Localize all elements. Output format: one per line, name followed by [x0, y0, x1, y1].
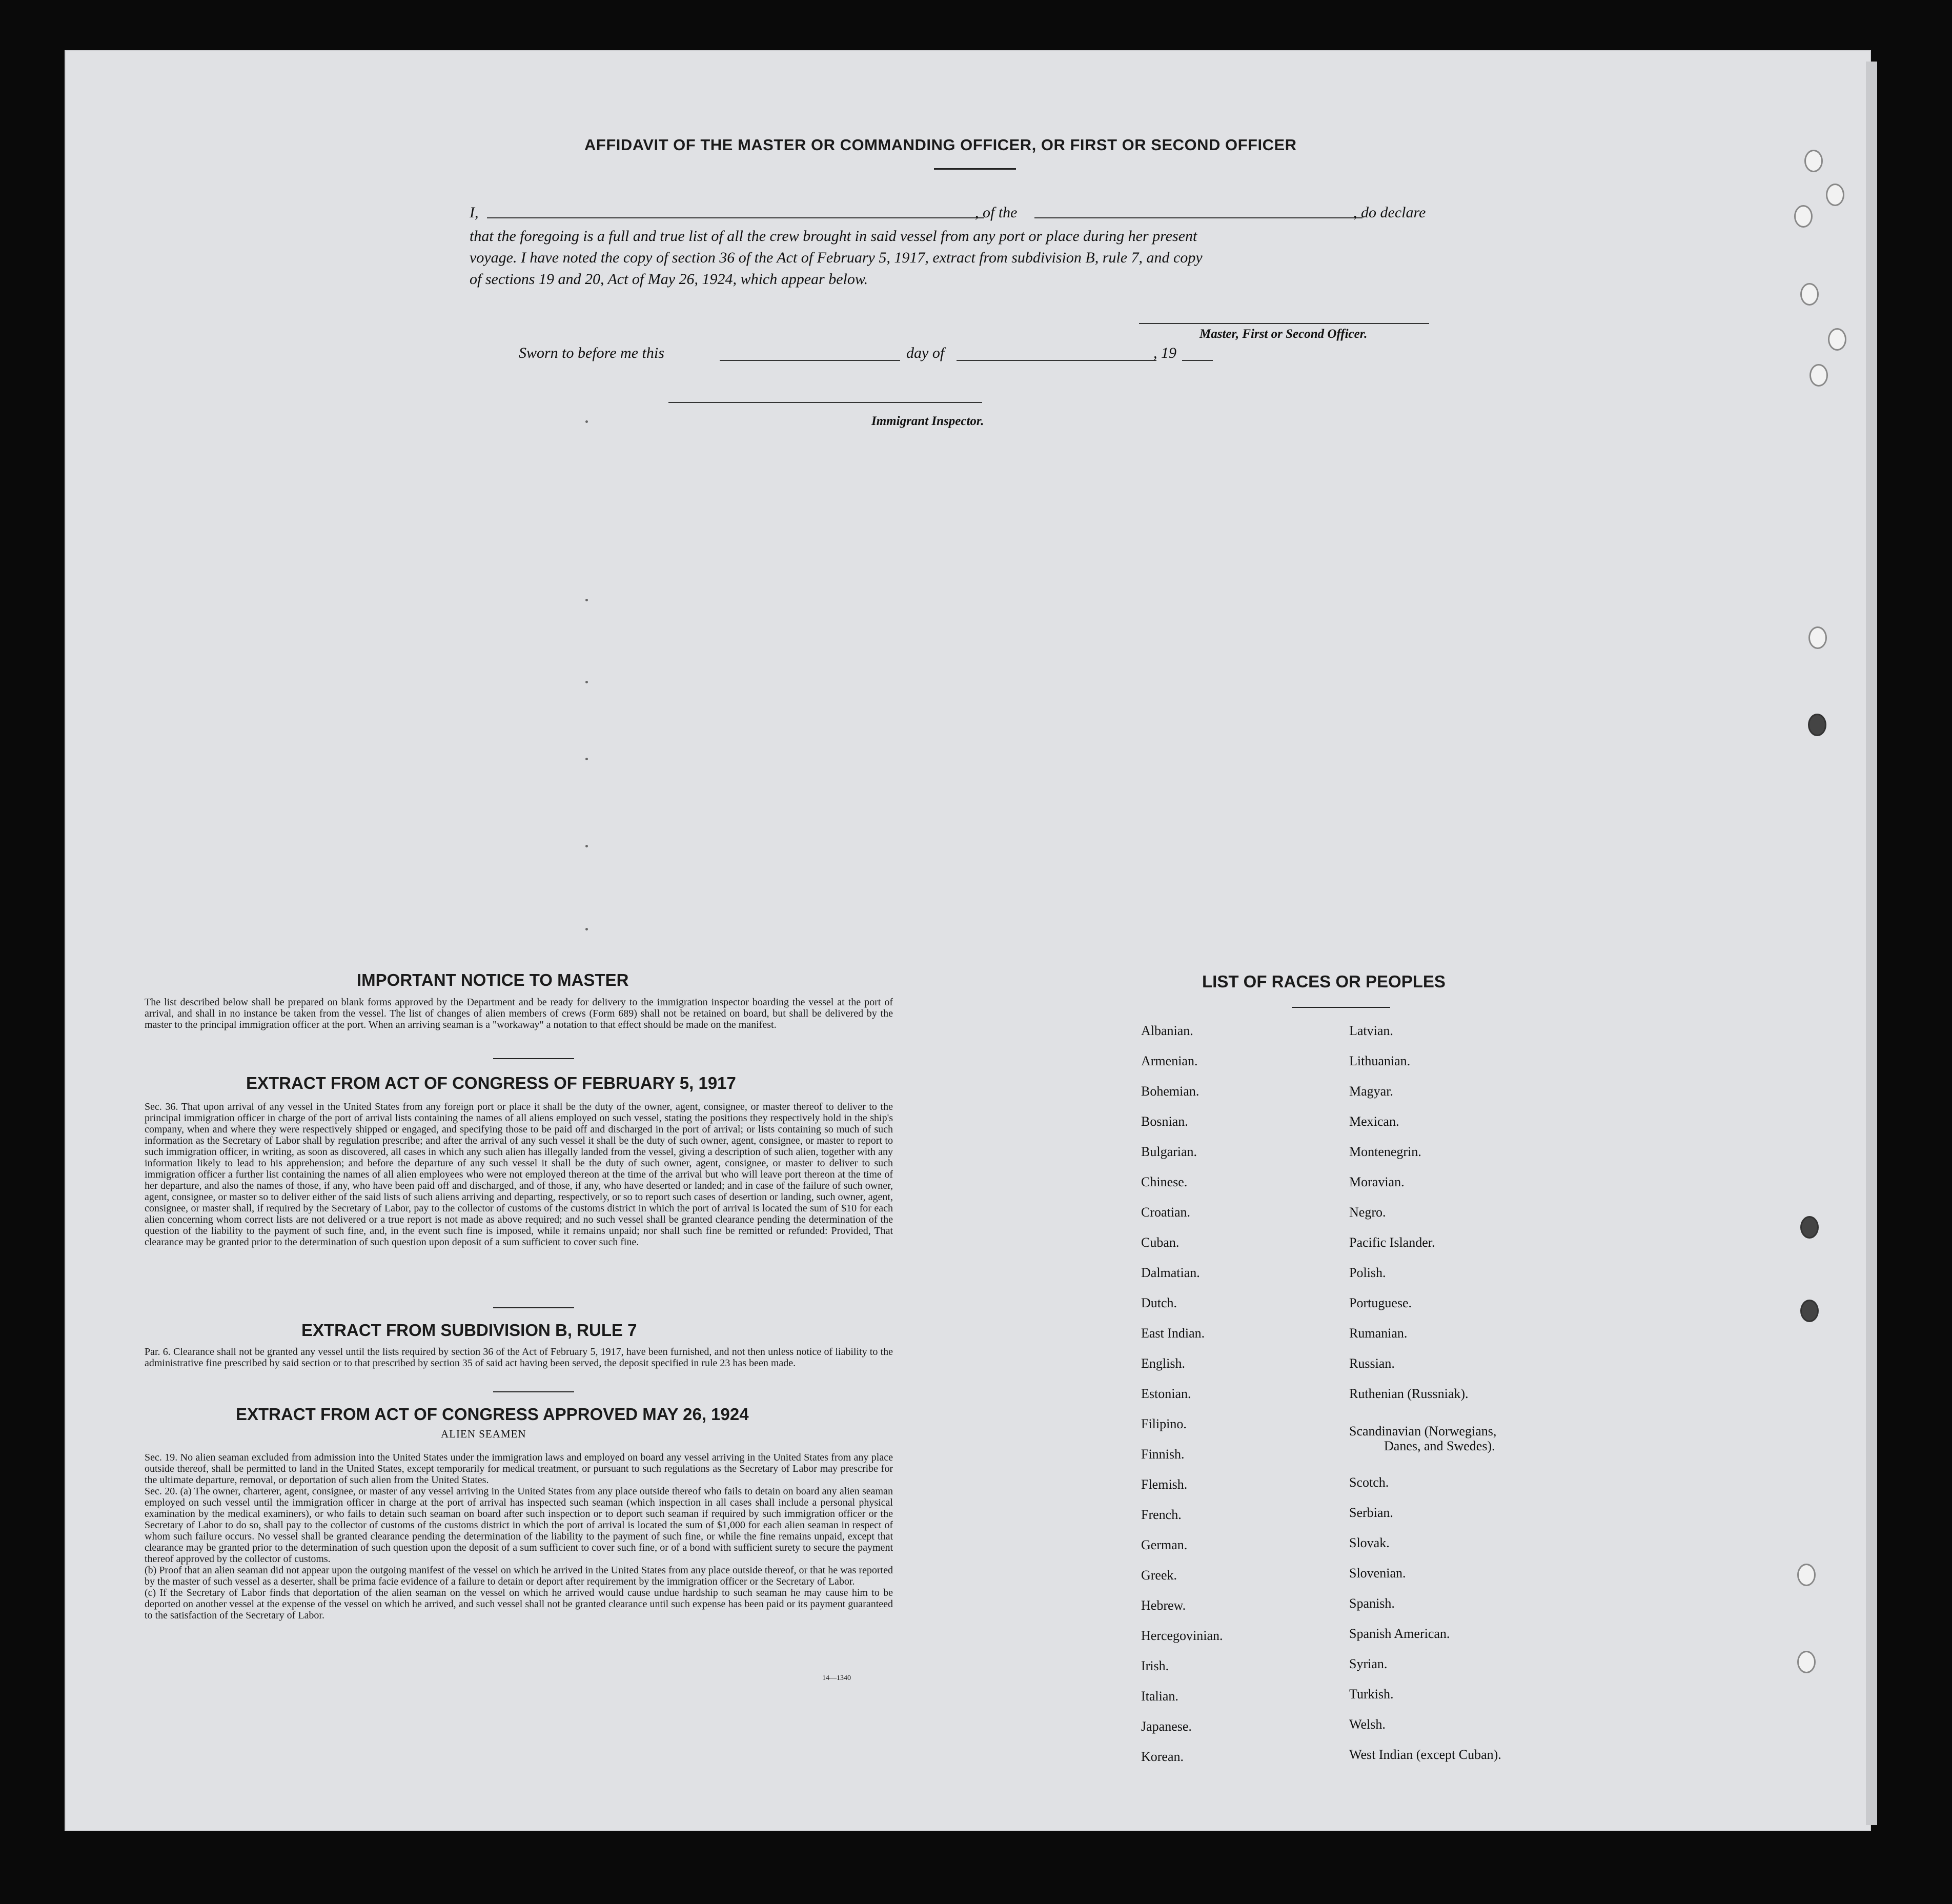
race-col1: Irish. — [1141, 1658, 1169, 1673]
race-col1: Chinese. — [1141, 1174, 1188, 1189]
race-col1: Flemish. — [1141, 1477, 1188, 1492]
master-signature-line[interactable] — [1139, 323, 1429, 324]
dot — [585, 845, 588, 847]
punch-hole — [1804, 150, 1823, 172]
race-col1: Japanese. — [1141, 1719, 1192, 1734]
extract-1924-title: EXTRACT FROM ACT OF CONGRESS APPROVED MAY 26, 1924 — [236, 1405, 749, 1424]
race-col1: Korean. — [1141, 1749, 1184, 1764]
race-col2: Danes, and Swedes). — [1384, 1439, 1495, 1453]
extract-1924-body — [145, 1452, 893, 1621]
races-title: LIST OF RACES OR PEOPLES — [1202, 972, 1446, 991]
race-col2: Slovenian. — [1349, 1566, 1406, 1581]
punch-hole — [1800, 1216, 1819, 1239]
sheet-edge — [1866, 62, 1877, 1825]
inspector-signature-label: Immigrant Inspector. — [871, 414, 984, 428]
race-col1: Estonian. — [1141, 1386, 1191, 1401]
race-col1: Bosnian. — [1141, 1114, 1188, 1129]
race-col1: Hercegovinian. — [1141, 1628, 1223, 1643]
affidavit-title: AFFIDAVIT OF THE MASTER OR COMMANDING OFFICER, OR FIRST OR SECOND OFFICER — [584, 136, 1297, 154]
rule7-body: Par. 6. Clearance shall not be granted any vessel until the lists required by section 36 of the Act of February 5, 1917, have been furnished, and not then unless notice of liability to the administrative fine prescribed by said section or to that prescribed by section 35 of said act having been served, the deposit specified in rule 23 has been made. — [145, 1346, 893, 1369]
race-col2: Ruthenian (Russniak). — [1349, 1386, 1469, 1401]
punch-hole — [1826, 184, 1844, 206]
affidavit-do-declare: , do declare — [1353, 204, 1426, 221]
year-label: , 19 — [1153, 345, 1176, 361]
inspector-signature-line[interactable] — [668, 402, 982, 403]
race-col2: Slovak. — [1349, 1535, 1390, 1550]
race-col2: Scotch. — [1349, 1475, 1389, 1490]
race-col2: Spanish. — [1349, 1596, 1395, 1611]
sec-20c: (c) If the Secretary of Labor finds that deportation of the alien seaman on the vessel on which he arrived would cause undue hardship to such seaman he may cause him to be deported on another vessel at the expense of the vessel on which he arrived, and such vessel shall not be granted clearance until such expense has been paid or its payment guaranteed to the satisfaction of the Secretary of Labor. — [145, 1587, 893, 1621]
form-number: 14—1340 — [822, 1674, 851, 1682]
race-col1: Dalmatian. — [1141, 1265, 1200, 1280]
punch-hole — [1794, 205, 1813, 228]
punch-hole — [1828, 328, 1846, 351]
affidavit-body — [470, 226, 1464, 290]
master-signature-label: Master, First or Second Officer. — [1199, 327, 1368, 341]
race-col1: Cuban. — [1141, 1235, 1180, 1250]
day-of-label: day of — [906, 345, 945, 361]
races-rule — [1292, 1007, 1390, 1008]
affidavit-line-4: of sections 19 and 20, Act of May 26, 1924, which appear below. — [470, 271, 868, 288]
race-col2: Moravian. — [1349, 1174, 1405, 1189]
dot — [585, 758, 588, 760]
punch-hole — [1808, 626, 1827, 649]
race-col2: Polish. — [1349, 1265, 1386, 1280]
extract-1917-body: Sec. 36. That upon arrival of any vessel in the United States from any foreign port or place it shall be the duty of the owner, agent, consignee, or master thereof to deliver to the principal immigration officer in charge of the port of arrival lists containing the names of all aliens employed on such vessel, stating the positions they respectively hold in the ship's company, when and where they were respectively shipped or engaged, and specifying those to be paid off and discharged in the port of arrival; or lists containing so much of such information as the Secretary of Labor shall by regulation prescribe; and after the arrival of any such vessel it shall be the duty of such owner, agent, consignee, or master to report to such immigration officer, in writing, as soon as discovered, all cases in which any such alien has illegally landed from the vessel, giving a description of such alien, together with any information likely to lead to his apprehension; and before the departure of any such vessel it shall be the duty of such owner, agent, consignee, or master to deliver to such immigration officer a further list containing the names of all alien employees who were not employed thereon at the time of the arrival but who will leave port thereon at the time of her departure, and also the names of those, if any, who have been paid off and discharged, and of those, if any, who have deserted or landed; and in case of the failure of such owner, agent, consignee, or master so to deliver either of the said lists of such aliens arriving and departing, respectively, or so to report such cases of desertion or landing, such owner, agent, consignee, or master shall, if required by the Secretary of Labor, pay to the collector of customs of the customs district in which the port of arrival is located the sum of $10 for each alien concerning whom correct lists are not delivered or a true report is not made as above required; and no such vessel shall be granted clearance pending the determination of the question of the liability to the payment of such fine, and, in the event such fine is imposed, while it remains unpaid; nor shall such fine be remitted or refunded: Provided, That clearance may be granted prior to the determination of such question upon deposit of a sum sufficient to cover such fine. — [145, 1101, 893, 1248]
punch-hole — [1797, 1651, 1816, 1673]
race-col1: Finnish. — [1141, 1447, 1185, 1462]
dot — [585, 420, 588, 423]
punch-hole — [1800, 1300, 1819, 1322]
race-col1: French. — [1141, 1507, 1182, 1522]
race-col2: Scandinavian (Norwegians, — [1349, 1424, 1497, 1439]
year-blank[interactable] — [1182, 360, 1213, 361]
race-col1: German. — [1141, 1537, 1188, 1552]
race-col2: Rumanian. — [1349, 1326, 1408, 1341]
race-col1: English. — [1141, 1356, 1185, 1371]
race-col1: Italian. — [1141, 1689, 1178, 1704]
sec-20b: (b) Proof that an alien seaman did not appear upon the outgoing manifest of the vessel on which he arrived in the United States from any place outside thereof, or that he was reported by the master of such vessel as a deserter, shall be prima facie evidence of a failure to detain or deport after requirement by the immigration officer or the Secretary of Labor. — [145, 1565, 893, 1587]
rule7-title: EXTRACT FROM SUBDIVISION B, RULE 7 — [301, 1321, 637, 1340]
title-rule — [934, 168, 1016, 170]
race-col2: Montenegrin. — [1349, 1144, 1421, 1159]
affidavit-line-3: voyage. I have noted the copy of section 36 of the Act of February 5, 1917, extract from subdivision B, rule 7, and copy — [470, 249, 1203, 266]
punch-hole — [1797, 1564, 1816, 1586]
affidavit-i: I, — [470, 204, 479, 221]
dot — [585, 599, 588, 601]
race-col2: West Indian (except Cuban). — [1349, 1747, 1501, 1762]
name-blank[interactable] — [487, 217, 984, 218]
section-rule — [493, 1391, 574, 1392]
race-col2: Magyar. — [1349, 1084, 1393, 1099]
punch-hole — [1800, 283, 1819, 306]
race-col2: Latvian. — [1349, 1023, 1393, 1038]
race-col2: Turkish. — [1349, 1687, 1394, 1702]
race-col2: Pacific Islander. — [1349, 1235, 1435, 1250]
section-rule — [493, 1307, 574, 1308]
affidavit-of-the: , of the — [975, 204, 1018, 221]
section-rule — [493, 1058, 574, 1059]
race-col1: East Indian. — [1141, 1326, 1205, 1341]
race-col1: Greek. — [1141, 1568, 1177, 1583]
sec-20a: Sec. 20. (a) The owner, charterer, agent, consignee, or master of any vessel arriving in the United States from any place outside thereof who fails to detain on board any alien seaman employed on such vessel until the immigration officer in charge at the port of arrival has inspected such seaman (which inspection in all cases shall include a personal physical examination by the medical examiners), or who fails to detain such seaman on board after such inspection or to deport such seaman if required by such immigration officer or the Secretary of Labor to do so, shall pay to the collector of customs of the customs district in which the port of arrival is located the sum of $1,000 for each alien seaman in respect of whom such failure occurs. No vessel shall be granted clearance pending the determination of the liability to the payment of such fine, or while the fine remains unpaid, except that clearance may be granted prior to the determination of such question upon the deposit of a sum sufficient to cover such fine, or of a bond with sufficient surety to secure the payment thereof approved by the collector of customs. — [145, 1486, 893, 1565]
notice-title: IMPORTANT NOTICE TO MASTER — [357, 970, 629, 989]
race-col1: Bulgarian. — [1141, 1144, 1197, 1159]
punch-hole — [1809, 364, 1828, 387]
race-col2: Welsh. — [1349, 1717, 1386, 1732]
race-col2: Mexican. — [1349, 1114, 1399, 1129]
dot — [585, 928, 588, 930]
race-col1: Croatian. — [1141, 1205, 1191, 1220]
race-col2: Russian. — [1349, 1356, 1395, 1371]
race-col1: Albanian. — [1141, 1023, 1193, 1038]
race-col1: Bohemian. — [1141, 1084, 1199, 1099]
race-col2: Serbian. — [1349, 1505, 1393, 1520]
vessel-blank[interactable] — [1034, 217, 1363, 218]
race-col1: Filipino. — [1141, 1416, 1187, 1431]
punch-hole — [1808, 714, 1826, 736]
extract-1917-title: EXTRACT FROM ACT OF CONGRESS OF FEBRUARY 5, 1917 — [246, 1073, 736, 1092]
affidavit-line-2: that the foregoing is a full and true list of all the crew brought in said vessel from any port or place during her present — [470, 228, 1197, 245]
sworn-date-blank[interactable] — [720, 360, 900, 361]
extract-1924-subtitle: ALIEN SEAMEN — [441, 1428, 526, 1440]
race-col2: Spanish American. — [1349, 1626, 1450, 1641]
race-col2: Portuguese. — [1349, 1295, 1412, 1310]
race-col2: Lithuanian. — [1349, 1054, 1411, 1068]
race-col1: Dutch. — [1141, 1295, 1177, 1310]
race-col2: Negro. — [1349, 1205, 1386, 1220]
race-col1: Hebrew. — [1141, 1598, 1186, 1613]
notice-body: The list described below shall be prepared on blank forms approved by the Department and be ready for delivery to the immigration inspector boarding the vessel at the port of arrival, and shall in no instance be taken from the vessel. The list of changes of alien members of crews (Form 689) shall not be retained on board, but shall be delivered by the master to the principal immigration officer at the port. When an arriving seaman is a "workaway" a notation to that effect should be made on the manifest. — [145, 997, 893, 1030]
sworn-label: Sworn to before me this — [519, 345, 664, 361]
dot — [585, 681, 588, 683]
race-col1: Armenian. — [1141, 1054, 1198, 1068]
race-col2: Syrian. — [1349, 1656, 1388, 1671]
month-blank[interactable] — [957, 360, 1156, 361]
sec-19: Sec. 19. No alien seaman excluded from admission into the United States under the immigration laws and employed on board any vessel arriving in the United States from any place outside thereof, shall be permitted to land in the United States, except temporarily for medical treatment, or pursuant to such regulations as the Secretary of Labor may prescribe for the ultimate departure, removal, or deportation of such alien from the United States. — [145, 1452, 893, 1486]
